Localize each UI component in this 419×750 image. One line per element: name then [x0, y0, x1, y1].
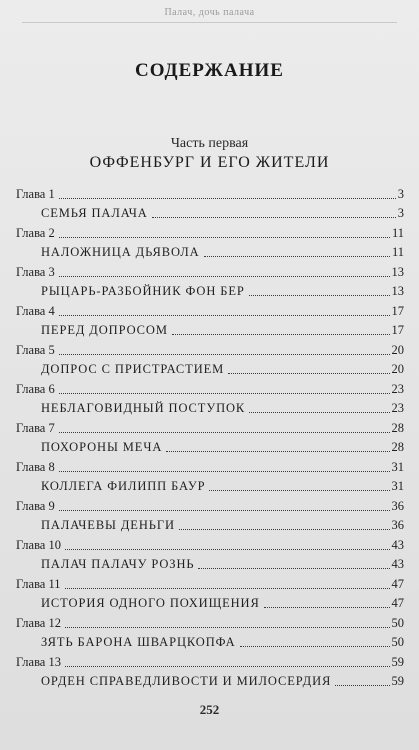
toc-title-row — [16, 319, 404, 339]
toc-chapter-label: Глава 4 — [16, 303, 55, 318]
toc-page-number: 20 — [391, 342, 404, 357]
dot-leader — [152, 217, 396, 218]
dot-leader — [59, 393, 390, 394]
toc-chapter-row — [16, 260, 404, 280]
toc-page-number: 3 — [397, 186, 404, 201]
toc-title-row — [16, 241, 404, 261]
toc-page-number: 36 — [391, 498, 404, 513]
toc-page-number: 28 — [391, 440, 404, 454]
dot-leader — [59, 315, 390, 316]
toc-chapter-label: Глава 6 — [16, 381, 55, 396]
toc-page-number: 13 — [391, 264, 404, 279]
part-label: Часть первая — [170, 136, 249, 151]
toc-page-number: 28 — [391, 420, 404, 435]
toc-chapter-row — [16, 494, 404, 514]
toc-title-label: ЗЯТЬ БАРОНА ШВАРЦКОПФА — [41, 635, 236, 649]
running-head: Палач, дочь палача — [164, 7, 255, 18]
dot-leader — [59, 198, 396, 199]
dot-leader — [249, 412, 389, 413]
page-number: 252 — [199, 702, 220, 717]
toc-chapter-row — [16, 650, 404, 670]
toc-title-row — [16, 553, 404, 573]
toc-title-label: ДОПРОС С ПРИСТРАСТИЕМ — [41, 362, 225, 376]
toc-title-row — [16, 592, 404, 612]
toc-page-number: 50 — [391, 615, 404, 630]
toc-page-number: 17 — [391, 303, 404, 318]
toc-title-label: КОЛЛЕГА ФИЛИПП БАУР — [41, 479, 206, 493]
toc-chapter-label: Глава 12 — [16, 615, 61, 630]
dot-leader — [65, 588, 390, 589]
toc-title-label: РЫЦАРЬ-РАЗБОЙНИК ФОН БЕР — [41, 284, 245, 298]
dot-leader — [65, 549, 390, 550]
toc-page-number: 11 — [391, 225, 404, 240]
page-title: СОДЕРЖАНИЕ — [135, 60, 284, 81]
toc-chapter-row — [16, 299, 404, 319]
toc-page-number: 36 — [391, 518, 404, 532]
toc-chapter-label: Глава 9 — [16, 498, 55, 513]
toc-page-number: 3 — [397, 206, 404, 220]
toc-title-row — [16, 358, 404, 378]
toc-chapter-label: Глава 5 — [16, 342, 55, 357]
dot-leader — [59, 432, 390, 433]
toc-page-number: 43 — [391, 557, 404, 571]
toc-page-number: 59 — [391, 674, 404, 688]
part-title: ОФФЕНБУРГ И ЕГО ЖИТЕЛИ — [89, 154, 330, 171]
dot-leader — [209, 490, 389, 491]
dot-leader — [59, 237, 390, 238]
toc-page-number: 13 — [391, 284, 404, 298]
dot-leader — [198, 568, 389, 569]
dot-leader — [335, 685, 389, 686]
toc-chapter-label: Глава 13 — [16, 654, 61, 669]
toc-title-label: ПЕРЕД ДОПРОСОМ — [41, 323, 168, 337]
table-of-contents — [16, 182, 404, 689]
dot-leader — [179, 529, 390, 530]
header-divider — [22, 22, 397, 23]
toc-page-number: 23 — [391, 401, 404, 415]
toc-page-number: 50 — [391, 635, 404, 649]
toc-title-label: ПАЛАЧ ПАЛАЧУ РОЗНЬ — [41, 557, 195, 571]
dot-leader — [240, 646, 390, 647]
toc-chapter-row — [16, 572, 404, 592]
toc-page-number: 59 — [391, 654, 404, 669]
toc-title-label: ИСТОРИЯ ОДНОГО ПОХИЩЕНИЯ — [41, 596, 260, 610]
toc-chapter-label: Глава 7 — [16, 420, 55, 435]
toc-chapter-label: Глава 10 — [16, 537, 61, 552]
toc-title-row — [16, 631, 404, 651]
toc-title-label: СЕМЬЯ ПАЛАЧА — [41, 206, 148, 220]
dot-leader — [204, 256, 390, 257]
toc-title-row — [16, 475, 404, 495]
toc-chapter-row — [16, 338, 404, 358]
toc-page-number: 11 — [391, 245, 404, 259]
toc-chapter-row — [16, 455, 404, 475]
dot-leader — [166, 451, 389, 452]
toc-chapter-row — [16, 182, 404, 202]
toc-chapter-row — [16, 377, 404, 397]
toc-title-label: ПОХОРОНЫ МЕЧА — [41, 440, 163, 454]
toc-chapter-label: Глава 8 — [16, 459, 55, 474]
toc-title-row — [16, 280, 404, 300]
toc-page-number: 31 — [391, 479, 404, 493]
toc-chapter-label: Глава 1 — [16, 186, 55, 201]
toc-page-number: 43 — [391, 537, 404, 552]
dot-leader — [65, 666, 390, 667]
toc-chapter-label: Глава 2 — [16, 225, 55, 240]
toc-chapter-row — [16, 221, 404, 241]
toc-title-label: НЕБЛАГОВИДНЫЙ ПОСТУПОК — [41, 401, 246, 415]
toc-title-row — [16, 397, 404, 417]
toc-page-number: 23 — [391, 381, 404, 396]
dot-leader — [228, 373, 389, 374]
dot-leader — [249, 295, 390, 296]
toc-page-number: 47 — [391, 596, 404, 610]
toc-title-row — [16, 670, 404, 690]
toc-title-row — [16, 202, 404, 222]
toc-chapter-label: Глава 3 — [16, 264, 55, 279]
toc-title-label: НАЛОЖНИЦА ДЬЯВОЛА — [41, 245, 200, 259]
dot-leader — [59, 276, 390, 277]
toc-title-row — [16, 436, 404, 456]
toc-title-row — [16, 514, 404, 534]
dot-leader — [59, 471, 390, 472]
toc-chapter-row — [16, 611, 404, 631]
dot-leader — [264, 607, 390, 608]
toc-title-label: ПАЛАЧЕВЫ ДЕНЬГИ — [41, 518, 175, 532]
toc-chapter-row — [16, 416, 404, 436]
toc-title-label: ОРДЕН СПРАВЕДЛИВОСТИ И МИЛОСЕРДИЯ — [41, 674, 332, 688]
dot-leader — [59, 354, 390, 355]
toc-chapter-label: Глава 11 — [16, 576, 61, 591]
toc-chapter-row — [16, 533, 404, 553]
toc-page-number: 31 — [391, 459, 404, 474]
dot-leader — [172, 334, 390, 335]
toc-page-number: 20 — [391, 362, 404, 376]
dot-leader — [59, 510, 390, 511]
dot-leader — [65, 627, 390, 628]
toc-page-number: 17 — [391, 323, 404, 337]
toc-page-number: 47 — [391, 576, 404, 591]
